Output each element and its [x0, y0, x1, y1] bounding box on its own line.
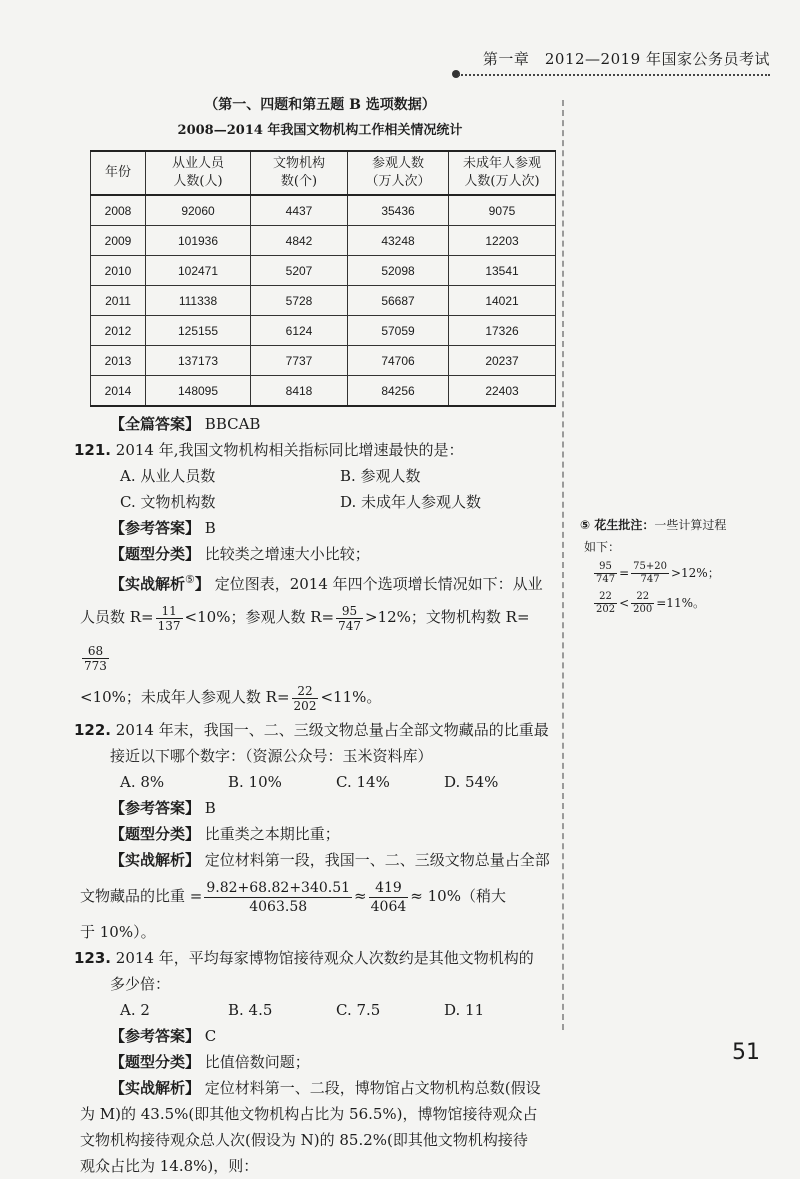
- table-cell: 7737: [251, 346, 348, 376]
- table-cell: 74706: [348, 346, 449, 376]
- margin-divider: [562, 100, 574, 1030]
- table-cell: 43248: [348, 226, 449, 256]
- analysis-text: 定位图表，2014 年四个选项增长情况如下：从业: [214, 575, 543, 593]
- side-note-formula: [580, 588, 790, 618]
- question-text: 2014 年,我国文物机构相关指标同比增速最快的是：: [115, 441, 464, 459]
- column-header: 参观人数 （万人次）: [348, 151, 449, 195]
- fraction: [82, 644, 109, 673]
- analysis-text-continued: 文物机构接待观众总人次(假设为 N)的 85.2%(即其他文物机构接待: [80, 1131, 528, 1149]
- table-cell: 2011: [91, 286, 146, 316]
- table-cell: 2009: [91, 226, 146, 256]
- question-122-options: [80, 769, 560, 795]
- table-cell: 84256: [348, 376, 449, 407]
- question-text-continued: 多少倍：: [110, 975, 171, 993]
- type-value: 比值倍数问题；: [204, 1053, 310, 1071]
- answer-value: B: [204, 519, 216, 537]
- denominator: 773: [84, 658, 107, 673]
- table-cell: 35436: [348, 195, 449, 226]
- side-note: [580, 514, 790, 618]
- option: C. 7.5: [336, 1001, 381, 1019]
- analysis-line: [80, 1075, 560, 1101]
- question-number: 123.: [74, 949, 112, 967]
- analysis-label: 【实战解析】: [110, 851, 201, 869]
- option: D. 54%: [444, 773, 499, 791]
- analysis-line: [80, 567, 560, 597]
- formula-text: =11%。: [656, 596, 705, 610]
- column-header: 文物机构 数(个): [251, 151, 348, 195]
- denominator: 137: [157, 618, 181, 633]
- fraction: [292, 684, 319, 713]
- table-row: [91, 286, 556, 316]
- numerator: 419: [369, 879, 409, 898]
- column-header: 从业人员 人数(人): [146, 151, 251, 195]
- type-line: [80, 541, 560, 567]
- answer-line: [80, 795, 560, 821]
- type-label: 【题型分类】: [110, 1053, 201, 1071]
- fraction: [369, 879, 409, 916]
- option: A. 从业人员数: [120, 467, 216, 485]
- type-line: [80, 821, 560, 847]
- answer-label: 【参考答案】: [110, 799, 201, 817]
- answer-value: C: [204, 1027, 217, 1045]
- denominator: 747: [338, 618, 361, 633]
- table-cell: 101936: [146, 226, 251, 256]
- formula-text: >12%；文物机构数 R=: [365, 608, 530, 626]
- column-header: 年份: [91, 151, 146, 195]
- numerator: 11: [156, 604, 183, 619]
- question-text-continued: 接近以下哪个数字：（资源公众号：玉米资料库）: [110, 747, 433, 765]
- table-row: [91, 195, 556, 226]
- table-cell: 9075: [449, 195, 556, 226]
- table-cell: 2013: [91, 346, 146, 376]
- table-row: [91, 226, 556, 256]
- table-cell: 56687: [348, 286, 449, 316]
- numerator: 22: [631, 591, 654, 604]
- fraction: [594, 561, 617, 586]
- analysis-formula-line: [80, 677, 560, 717]
- table-cell: 2008: [91, 195, 146, 226]
- footnote-marker: ⑤: [185, 573, 195, 586]
- denominator: 4064: [370, 898, 407, 915]
- formula-text: =: [619, 566, 630, 580]
- type-line: [80, 1049, 560, 1075]
- full-answer-label: 【全篇答案】: [110, 415, 201, 433]
- question-number: 121.: [74, 441, 112, 459]
- question-121-stem: [74, 437, 560, 463]
- denominator: 202: [293, 698, 317, 713]
- denominator: 200: [633, 604, 653, 615]
- fraction: [204, 879, 352, 916]
- analysis-text: 定位材料第一段，我国一、二、三级文物总量占全部: [204, 851, 550, 869]
- table-row: [91, 316, 556, 346]
- table-cell: 13541: [449, 256, 556, 286]
- side-note-header: [580, 514, 790, 536]
- table-cell: 2014: [91, 376, 146, 407]
- page-number: 51: [732, 1040, 760, 1065]
- numerator: 95: [594, 561, 617, 574]
- denominator: 4063.58: [249, 898, 308, 915]
- formula-text: 文物藏品的比重 =: [80, 887, 203, 905]
- formula-text: <10%；未成年人参观人数 R=: [80, 688, 290, 706]
- analysis-formula-line: [80, 873, 560, 919]
- analysis-label: 【实战解析】: [110, 1079, 201, 1097]
- table-row: [91, 346, 556, 376]
- table-row: [91, 256, 556, 286]
- question-123-options: [80, 997, 560, 1023]
- table-cell: 125155: [146, 316, 251, 346]
- table-cell: 137173: [146, 346, 251, 376]
- running-header: 第一章 2012—2019 年国家公务员考试: [482, 50, 770, 68]
- table-cell: 22403: [449, 376, 556, 407]
- analysis-text-continued: 于 10%）。: [80, 923, 156, 941]
- analysis-text: 定位材料第一、二段，博物馆占文物机构总数(假设: [204, 1079, 541, 1097]
- analysis-label: 【实战解析: [110, 575, 186, 593]
- answer-label: 【参考答案】: [110, 519, 201, 537]
- fraction: [156, 604, 183, 633]
- table-cell: 52098: [348, 256, 449, 286]
- analysis-formula-line: [80, 597, 560, 677]
- answer-line: [80, 515, 560, 541]
- type-value: 比较类之增速大小比较；: [204, 545, 370, 563]
- fraction: [594, 591, 617, 616]
- formula-text: ≈: [354, 887, 367, 905]
- option: B. 4.5: [228, 1001, 273, 1019]
- table-cell: 2010: [91, 256, 146, 286]
- numerator: 75+20: [633, 561, 667, 572]
- type-value: 比重类之本期比重；: [204, 825, 340, 843]
- type-label: 【题型分类】: [110, 825, 201, 843]
- table-cell: 17326: [449, 316, 556, 346]
- numerator: 22: [292, 684, 319, 699]
- table-cell: 111338: [146, 286, 251, 316]
- option: A. 8%: [120, 773, 165, 791]
- table-cell: 92060: [146, 195, 251, 226]
- numerator: 68: [82, 644, 109, 659]
- full-answer-line: [80, 411, 560, 437]
- table-header-row: [91, 151, 556, 195]
- side-note-formula: [580, 558, 790, 588]
- answer-line: [80, 1023, 560, 1049]
- numerator: 22: [594, 591, 617, 604]
- numerator: 95: [336, 604, 363, 619]
- table-cell: 20237: [449, 346, 556, 376]
- full-answer-value: BBCAB: [204, 415, 261, 433]
- fraction: [631, 591, 654, 616]
- option: C. 文物机构数: [120, 493, 216, 511]
- question-text: 2014 年，平均每家博物馆接待观众人次数约是其他文物机构的: [115, 949, 534, 967]
- table-cell: 57059: [348, 316, 449, 346]
- question-text: 2014 年末，我国一、二、三级文物总量占全部文物藏品的比重最: [115, 721, 549, 739]
- question-123-stem: [74, 945, 560, 971]
- option: B. 参观人数: [340, 467, 421, 485]
- table-cell: 8418: [251, 376, 348, 407]
- denominator: 747: [640, 574, 660, 585]
- table-cell: 4842: [251, 226, 348, 256]
- side-note-text: 如下：: [584, 540, 621, 554]
- table-cell: 5728: [251, 286, 348, 316]
- type-label: 【题型分类】: [110, 545, 201, 563]
- side-note-text: 一些计算过程: [654, 518, 727, 532]
- column-header: 未成年人参观 人数(万人次): [449, 151, 556, 195]
- analysis-text-continued: 观众占比为 14.8%)，则：: [80, 1157, 259, 1175]
- formula-text: ≈ 10%（稍大: [410, 887, 506, 905]
- formula-text: <11%。: [320, 688, 382, 706]
- formula-text: 人员数 R=: [80, 608, 154, 626]
- formula-text: <10%；参观人数 R=: [184, 608, 335, 626]
- fraction: [631, 561, 669, 586]
- question-number: 122.: [74, 721, 112, 739]
- table-caption-note: （第一、四题和第五题 B 选项数据）: [204, 97, 436, 113]
- statistics-table: [90, 150, 556, 407]
- table-cell: 4437: [251, 195, 348, 226]
- question-122-stem: [74, 717, 560, 743]
- option: B. 10%: [228, 773, 282, 791]
- denominator: 202: [596, 604, 616, 615]
- table-cell: 12203: [449, 226, 556, 256]
- table-title: 2008—2014 年我国文物机构工作相关情况统计: [177, 123, 463, 138]
- table-cell: 148095: [146, 376, 251, 407]
- numerator: 9.82+68.82+340.51: [206, 879, 351, 896]
- fraction: [336, 604, 363, 633]
- table-row: [91, 376, 556, 407]
- header-dotted-rule: [458, 74, 770, 76]
- formula-text: >12%；: [670, 566, 720, 580]
- question-121-options: [80, 463, 560, 515]
- denominator: 747: [596, 574, 616, 585]
- option: C. 14%: [336, 773, 390, 791]
- table-cell: 5207: [251, 256, 348, 286]
- answer-value: B: [204, 799, 216, 817]
- main-column: [74, 92, 560, 1179]
- analysis-label-end: 】: [194, 575, 210, 593]
- table-cell: 2012: [91, 316, 146, 346]
- table-cell: 102471: [146, 256, 251, 286]
- analysis-line: [80, 847, 560, 873]
- table-cell: 14021: [449, 286, 556, 316]
- analysis-text-continued: 为 M)的 43.5%(即其他文物机构占比为 56.5%)，博物馆接待观众占: [80, 1105, 538, 1123]
- table-cell: 6124: [251, 316, 348, 346]
- option: D. 11: [444, 1001, 485, 1019]
- formula-text: <: [619, 596, 630, 610]
- side-note-label: ⑤ 花生批注：: [580, 518, 655, 532]
- option: D. 未成年人参观人数: [340, 493, 482, 511]
- option: A. 2: [120, 1001, 150, 1019]
- answer-label: 【参考答案】: [110, 1027, 201, 1045]
